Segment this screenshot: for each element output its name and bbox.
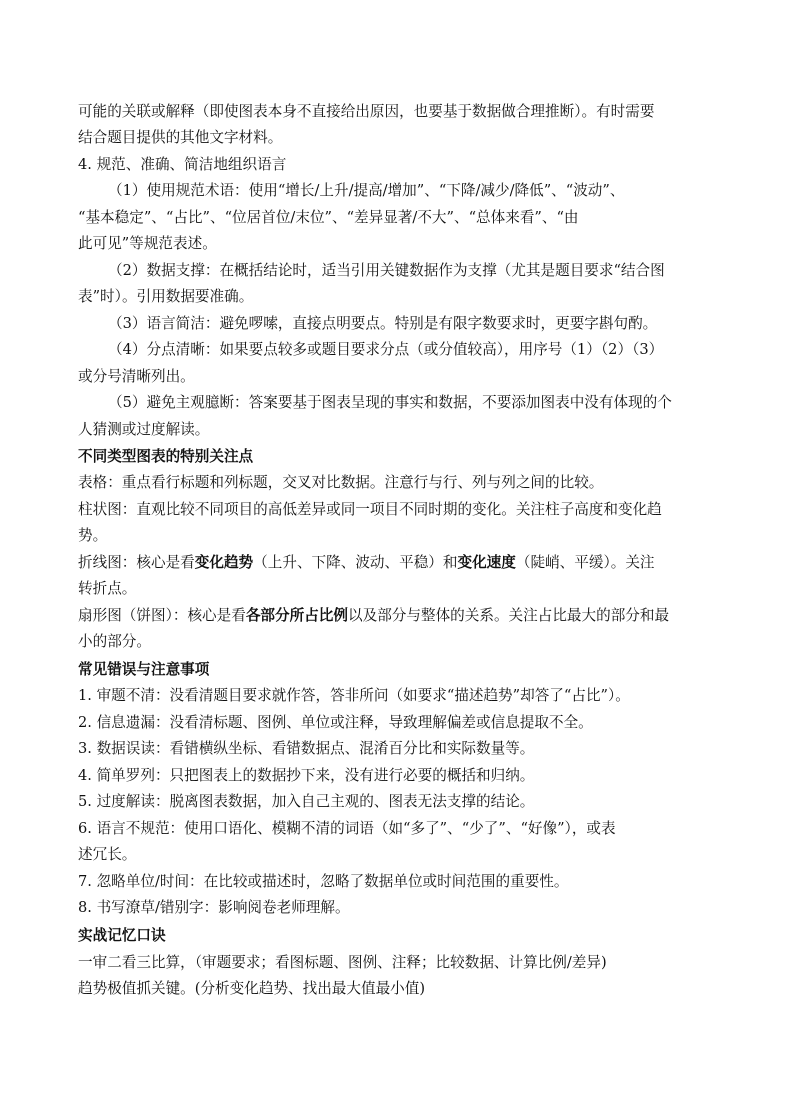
mistake-item: 1. 审题不清：没看清题目要求就作答，答非所问（如要求“描述趋势”却答了“占比”）。 (78, 687, 630, 704)
paragraph-line: 可能的关联或解释（即使图表本身不直接给出原因，也要基于数据做合理推断）。有时需要 (78, 103, 655, 120)
emphasis-text: 各部分所占比例 (245, 607, 348, 624)
line-chart-tip-line: 转折点。 (78, 580, 137, 597)
bar-chart-tip-line: 柱状图：直观比较不同项目的高低差异或同一项目不同时期的变化。关注柱子高度和变化趋 (78, 501, 662, 518)
mnemonic-line: 一审二看三比算，（审题要求；看图标题、图例、注释；比较数据、计算比例/差异) (78, 954, 607, 971)
text-run: 折线图：核心是看 (78, 554, 195, 571)
mistake-item: 7. 忽略单位/时间：在比较或描述时，忽略了数据单位或时间范围的重要性。 (78, 873, 569, 890)
item-1-line: 此可见”等规范表述。 (78, 235, 217, 252)
mistake-item: 8. 书写潦草/错别字：影响阅卷老师理解。 (78, 899, 350, 916)
section-point-4: 4. 规范、准确、简洁地组织语言 (78, 156, 287, 173)
mistake-item: 6. 语言不规范：使用口语化、模糊不清的词语（如“多了”、“少了”、“好像”），或表 (78, 820, 616, 837)
text-run: 以及部分与整体的关系。关注占比最大的部分和最 (348, 607, 670, 624)
item-1-line: “基本稳定”、“占比”、“位居首位/末位”、“差异显著/不大”、“总体来看”、“由 (78, 209, 579, 226)
item-4-line: 或分号清晰列出。 (78, 368, 195, 385)
text-run: （陡峭、平缓）。关注 (515, 554, 655, 571)
mistake-item: 述冗长。 (78, 846, 137, 863)
text-run: （上升、下降、波动、平稳）和 (253, 554, 458, 571)
table-tip-line: 表格：重点看行标题和列标题，交叉对比数据。注意行与行、列与列之间的比较。 (78, 474, 604, 491)
item-4-line: （4）分点清晰：如果要点较多或题目要求分点（或分值较高），用序号（1）（2）（3） (108, 341, 664, 358)
mistake-item: 5. 过度解读：脱离图表数据，加入自己主观的、图表无法支撑的结论。 (78, 793, 535, 810)
pie-chart-tip-line (78, 605, 728, 627)
item-3-line: （3）语言简洁：避免啰嗦，直接点明要点。特别是有限字数要求时，更要字斟句酌。 (108, 315, 658, 332)
mistake-item: 4. 简单罗列：只把图表上的数据抄下来，没有进行必要的概括和归纳。 (78, 767, 535, 784)
text-run: 扇形图（饼图）：核心是看 (78, 607, 246, 624)
paragraph-line: 结合题目提供的其他文字材料。 (78, 129, 283, 146)
section-heading: 实战记忆口诀 (78, 927, 166, 944)
mistake-item: 2. 信息遗漏：没看清标题、图例、单位或注释，导致理解偏差或信息提取不全。 (78, 714, 593, 731)
emphasis-text: 变化趋势 (194, 554, 254, 571)
item-2-line: 表”时）。引用数据要准确。 (78, 288, 254, 305)
line-chart-tip-line (78, 552, 728, 574)
section-heading: 常见错误与注意事项 (78, 661, 210, 678)
pie-chart-tip-line: 小的部分。 (78, 633, 151, 650)
item-1-line: （1）使用规范术语：使用“增长/上升/提高/增加”、“下降/减少/降低”、“波动”、 (108, 182, 625, 199)
section-heading: 不同类型图表的特别关注点 (78, 448, 254, 465)
item-2-line: （2）数据支撑：在概括结论时，适当引用关键数据作为支撑（尤其是题目要求“结合图 (108, 262, 665, 279)
bar-chart-tip-line: 势。 (78, 527, 108, 544)
item-5-line: （5）避免主观臆断：答案要基于图表呈现的事实和数据，不要添加图表中没有体现的个 (108, 394, 672, 411)
mistake-item: 3. 数据误读：看错横纵坐标、看错数据点、混淆百分比和实际数量等。 (78, 740, 535, 757)
mnemonic-line: 趋势极值抓关键。(分析变化趋势、找出最大值最小值) (78, 980, 426, 997)
emphasis-text: 变化速度 (457, 554, 516, 571)
item-5-line: 人猜测或过度解读。 (78, 421, 210, 438)
